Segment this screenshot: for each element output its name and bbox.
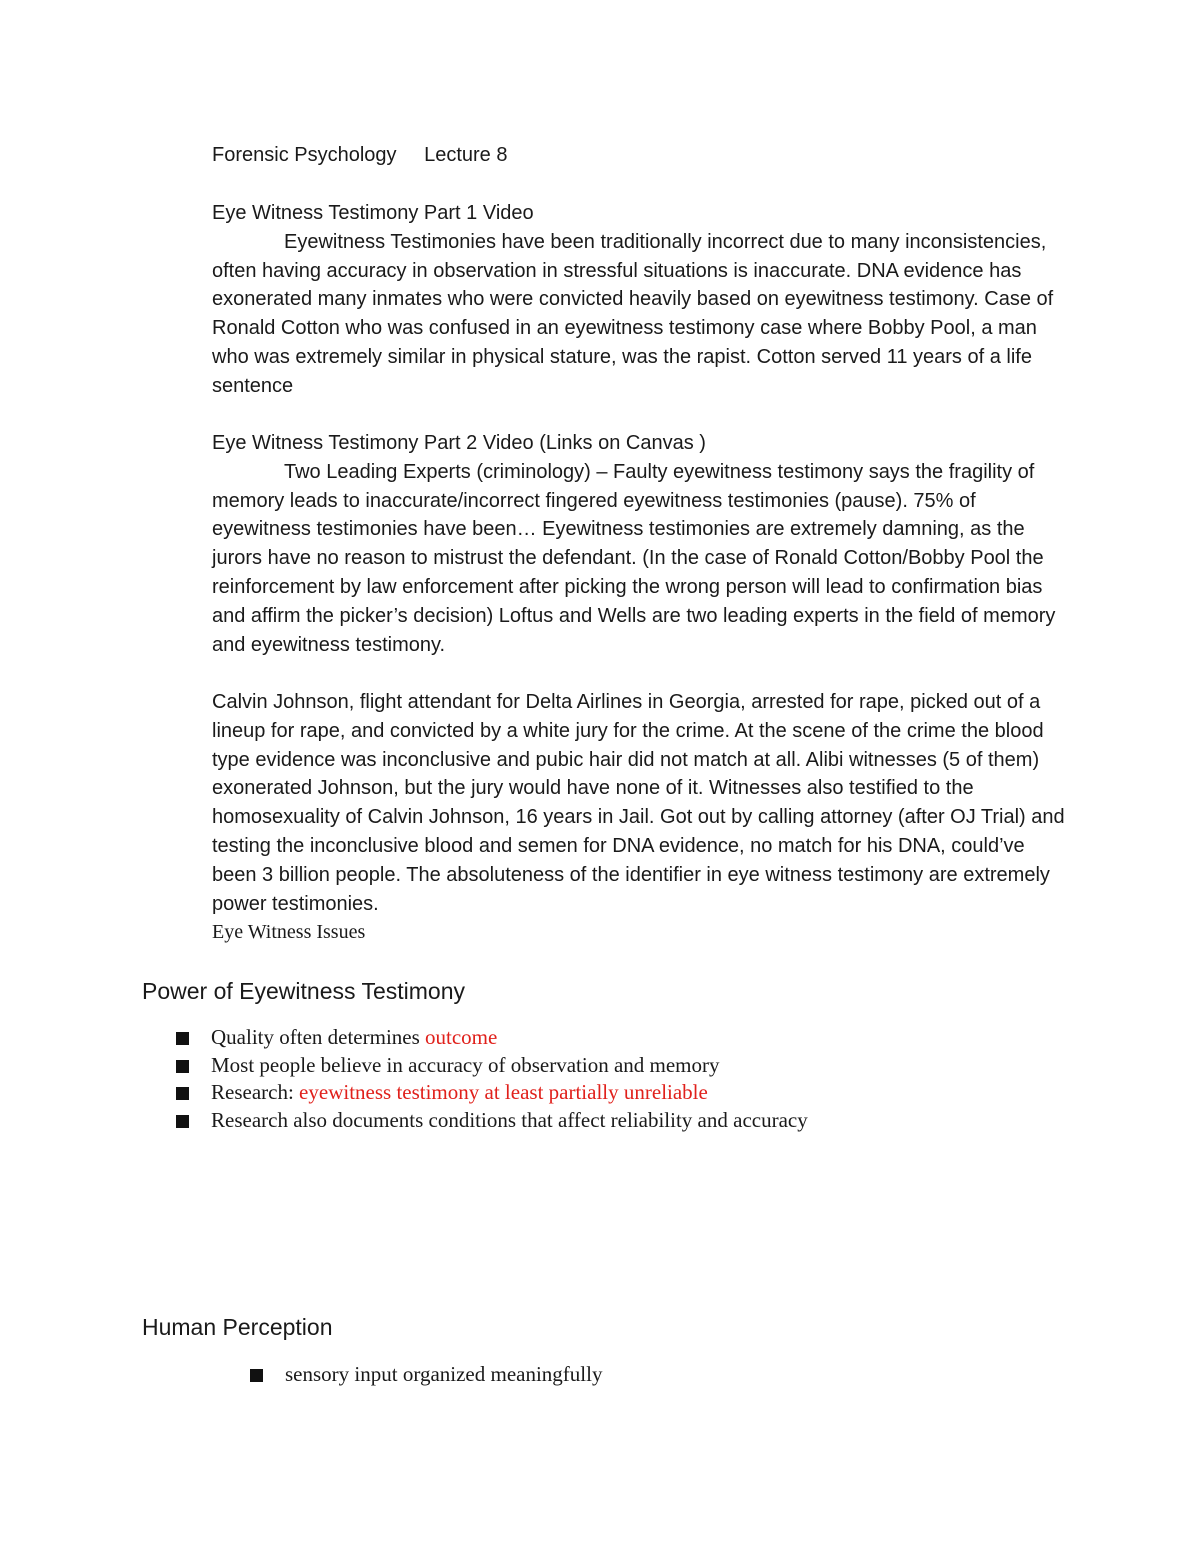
square-bullet-icon bbox=[176, 1115, 189, 1128]
list-item bbox=[176, 1079, 808, 1107]
power-bullet-list bbox=[176, 1024, 808, 1134]
bullet-highlight: eyewitness testimony at least partially unreliable bbox=[299, 1080, 708, 1104]
bullet-text: Quality often determines bbox=[211, 1025, 426, 1049]
square-bullet-icon bbox=[176, 1032, 189, 1045]
section-part2-heading: Eye Witness Testimony Part 2 Video (Links on Canvas ) bbox=[212, 432, 706, 454]
square-bullet-icon bbox=[250, 1369, 263, 1382]
bullet-highlight: outcome bbox=[425, 1025, 498, 1049]
power-heading: Power of Eyewitness Testimony bbox=[142, 978, 465, 1004]
bullet-text: sensory input organized meaningfully bbox=[285, 1362, 603, 1386]
list-item bbox=[250, 1361, 602, 1389]
bullet-text: Research also documents conditions that affect reliability and accuracy bbox=[211, 1107, 808, 1132]
list-item bbox=[176, 1052, 808, 1080]
course-name: Forensic Psychology bbox=[212, 144, 397, 166]
section-calvin-johnson bbox=[212, 688, 1072, 947]
document-title bbox=[212, 141, 1072, 170]
eye-witness-issues-label: Eye Witness Issues bbox=[212, 921, 366, 944]
bullet-text: Research: bbox=[211, 1080, 300, 1104]
list-item bbox=[176, 1024, 808, 1052]
section-part1-heading: Eye Witness Testimony Part 1 Video bbox=[212, 202, 534, 224]
list-item bbox=[176, 1107, 808, 1135]
section-part1 bbox=[212, 199, 1072, 401]
section-part2-body: Two Leading Experts (criminology) – Faulty eyewitness testimony says the fragility of memory leads to inaccurate/incorrect fingered eyewitness testimonies (pause). 75% of eyewitness testimonies have been… Eyewitness testimonies are extremely damning, as the jurors have no reason to mistrust the defendant. (In the case of Ronald Cotton/Bobby Pool the reinforcement by law enforcement after picking the wrong person will lead to confirmation bias and affirm the picker’s decision) Loftus and Wells are two leading experts in the field of memory and eyewitness testimony. bbox=[212, 460, 1056, 656]
section-part1-body: Eyewitness Testimonies have been traditionally incorrect due to many inconsistencies, often having accuracy in observation in stressful situations is inaccurate. DNA evidence has exonerated many inmates who were convicted heavily based on eyewitness testimony. Case of Ronald Cotton who was confused in an eyewitness testimony case where Bobby Pool, a man who was extremely similar in physical stature, was the rapist. Cotton served 11 years of a life sentence bbox=[212, 230, 1054, 397]
section-part2 bbox=[212, 429, 1072, 659]
bullet-text: Most people believe in accuracy of observation and memory bbox=[211, 1052, 720, 1077]
calvin-johnson-body: Calvin Johnson, flight attendant for Delta Airlines in Georgia, arrested for rape, picked out of a lineup for rape, and convicted by a white jury for the crime. At the scene of the crime the blood type evidence was inconclusive and pubic hair did not match at all. Alibi witnesses (5 of them) exonerated Johnson, but the jury would have none of it. Witnesses also testified to the homosexuality of Calvin Johnson, 16 years in Jail. Got out by calling attorney (after OJ Trial) and testing the inconclusive blood and semen for DNA evidence, no match for his DNA, could’ve been 3 billion people. The absoluteness of the identifier in eye witness testimony are extremely power testimonies. bbox=[212, 691, 1065, 915]
square-bullet-icon bbox=[176, 1060, 189, 1073]
square-bullet-icon bbox=[176, 1087, 189, 1100]
perception-heading: Human Perception bbox=[142, 1314, 333, 1340]
perception-bullet-list bbox=[250, 1361, 602, 1389]
lecture-number: Lecture 8 bbox=[424, 144, 508, 166]
